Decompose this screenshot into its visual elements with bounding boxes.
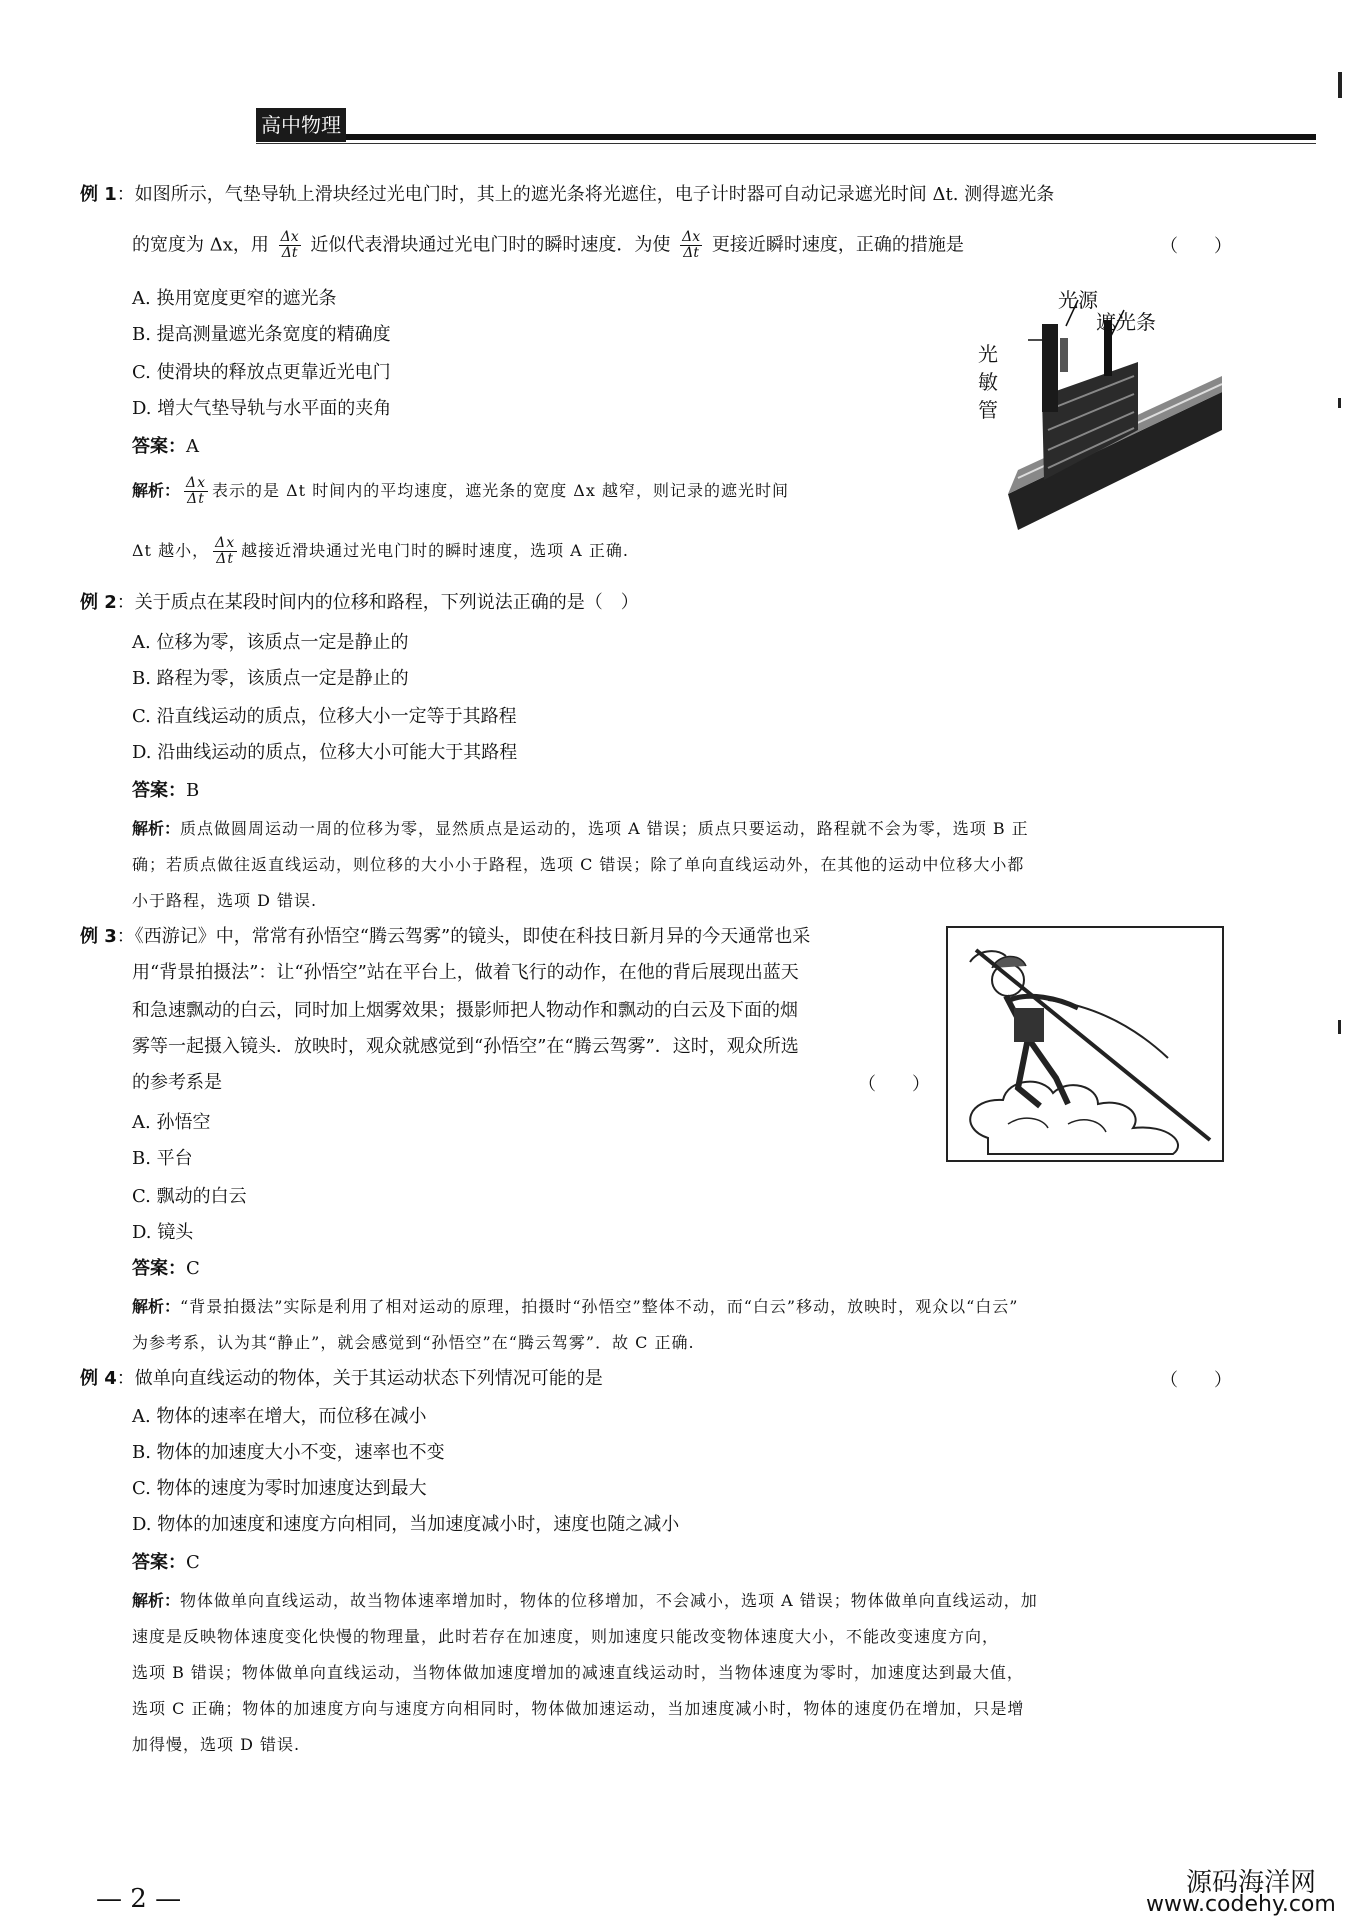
analysis-line (132, 536, 629, 567)
example-3-stem-line: 用“背景拍摄法”：让“孙悟空”站在平台上，做着飞行的动作，在他的背后展现出蓝天 (132, 962, 799, 983)
option-d: D. 物体的加速度和速度方向相同，当加速度减小时，速度也随之减小 (132, 1514, 680, 1535)
option-a: A. 换用宽度更窄的遮光条 (132, 288, 337, 309)
monkey-on-cloud-illustration (948, 928, 1222, 1160)
monkey-king-figure (946, 926, 1224, 1162)
header-rule-thin (256, 143, 1316, 144)
answer-value: A (186, 436, 199, 457)
margin-mark (1338, 398, 1341, 408)
option-c: C. 物体的速度为零时加速度达到最大 (132, 1478, 427, 1499)
fraction-numerator: Δx (682, 229, 701, 245)
example-1-stem-line1: 例 1：如图所示，气垫导轨上滑块经过光电门时，其上的遮光条将光遮住，电子计时器可自动记录遮光时间 Δt. 测得遮光条 (80, 184, 1055, 205)
option-c: C. 飘动的白云 (132, 1186, 247, 1207)
analysis-text: 表示的是 Δt 时间内的平均速度，遮光条的宽度 Δx 越窄，则记录的遮光时间 (212, 481, 789, 500)
margin-mark (1338, 1020, 1341, 1034)
stem-text: 如图所示，气垫导轨上滑块经过光电门时，其上的遮光条将光遮住，电子计时器可自动记录遮光时间 Δt. 测得遮光条 (134, 184, 1055, 205)
analysis-text: 物体做单向直线运动，故当物体速率增加时，物体的位移增加，不会减小，选项 A 错误；物体做单向直线运动，加 (180, 1591, 1038, 1610)
analysis-line: 小于路程，选项 D 错误. (132, 891, 318, 910)
section-title: 高中物理知识 (256, 108, 346, 142)
stem-text: 关于质点在某段时间内的位移和路程，下列说法正确的是（ ） (134, 592, 639, 613)
page-number: — 2 — (96, 1884, 182, 1914)
option-d: D. 沿曲线运动的质点，位移大小可能大于其路程 (132, 742, 518, 763)
answer-paren: （ ） (1160, 236, 1232, 257)
answer-value: C (186, 1552, 200, 1573)
analysis-text: “背景拍摄法”实际是利用了相对运动的原理，拍摄时“孙悟空”整体不动，而“白云”移动，放映时，观众以“白云” (180, 1297, 1019, 1316)
example-3-stem-line: 雾等一起摄入镜头．放映时，观众就感觉到“孙悟空”在“腾云驾雾”．这时，观众所选 (132, 1036, 799, 1057)
analysis-line (132, 816, 1029, 839)
example-label: 例 2 (80, 592, 117, 613)
analysis-line (132, 1294, 1018, 1317)
analysis-label: 解析： (132, 1297, 181, 1316)
label-light-source: 光源 (1058, 288, 1098, 312)
stem-text: 做单向直线运动的物体，关于其运动状态下列情况可能的是 (134, 1368, 603, 1389)
analysis-line (132, 1588, 1038, 1611)
analysis-text: Δt 越小， (132, 541, 210, 560)
photogate-figure (978, 280, 1222, 530)
analysis-line (132, 476, 789, 507)
option-b: B. 平台 (132, 1148, 193, 1169)
fraction-denominator: Δt (281, 245, 298, 261)
example-label: 例 1 (80, 184, 117, 205)
stem-text: 近似代表滑块通过光电门时的瞬时速度．为使 (310, 234, 671, 256)
option-b: B. 路程为零，该质点一定是静止的 (132, 668, 409, 689)
watermark-url: www.codehy.com (1146, 1892, 1336, 1917)
analysis-label: 解析： (132, 1591, 181, 1610)
answer-label: 答案： (132, 436, 186, 457)
label-shading-strip: 遮光条 (1096, 310, 1156, 334)
option-b: B. 提高测量遮光条宽度的精确度 (132, 324, 391, 345)
example-3-stem-line: 的参考系是 (132, 1072, 222, 1093)
answer-label: 答案： (132, 1552, 186, 1573)
option-c: C. 沿直线运动的质点，位移大小一定等于其路程 (132, 706, 517, 727)
option-b: B. 物体的加速度大小不变，速率也不变 (132, 1442, 445, 1463)
example-1-stem-line2 (132, 230, 964, 261)
example-4-stem: 例 4：做单向直线运动的物体，关于其运动状态下列情况可能的是 (80, 1368, 603, 1389)
option-a: A. 孙悟空 (132, 1112, 211, 1133)
margin-mark (1338, 72, 1342, 98)
option-d: D. 增大气垫导轨与水平面的夹角 (132, 398, 392, 419)
fraction-denominator: Δt (683, 245, 699, 261)
answer-label: 答案： (132, 1258, 186, 1279)
fraction (184, 476, 208, 507)
example-3-stem-line: 和急速飘动的白云，同时加上烟雾效果；摄影师把人物动作和飘动的白云及下面的烟 (132, 1000, 798, 1021)
fraction (680, 230, 702, 261)
example-2-stem: 例 2：关于质点在某段时间内的位移和路程，下列说法正确的是（ ） (80, 592, 639, 613)
stem-text: 《西游记》中，常常有孙悟空“腾云驾雾”的镜头，即使在科技日新月异的今天通常也采 (134, 926, 811, 947)
example-label: 例 3 (80, 926, 117, 947)
stem-text: 更接近瞬时速度，正确的措施是 (711, 234, 964, 256)
analysis-label: 解析： (132, 819, 181, 838)
analysis-text: 质点做圆周运动一周的位移为零，显然质点是运动的，选项 A 错误；质点只要运动，路程就不会为零，选项 B 正 (180, 819, 1029, 838)
fraction-denominator: Δt (187, 491, 205, 507)
watermark-site-name: 源码海洋网 (1186, 1868, 1317, 1898)
answer-line (132, 1254, 200, 1280)
answer-paren: （ ） (858, 1074, 930, 1095)
option-a: A. 位移为零，该质点一定是静止的 (132, 632, 409, 653)
analysis-line: 速度是反映物体速度变化快慢的物理量，此时若存在加速度，则加速度只能改变物体速度大小，不能改变速度方向， (132, 1627, 1000, 1646)
analysis-line: 为参考系，认为其“静止”，就会感觉到“孙悟空”在“腾云驾雾”．故 C 正确. (132, 1333, 695, 1352)
fraction-numerator: Δx (186, 475, 207, 491)
answer-line (132, 1548, 200, 1574)
stem-text: 的宽度为 Δx，用 (132, 234, 269, 256)
label-photosensitive-tube: 光敏管 (978, 342, 998, 422)
fraction (279, 230, 301, 261)
analysis-text: 越接近滑块通过光电门时的瞬时速度，选项 A 正确. (241, 541, 629, 560)
answer-paren: （ ） (1160, 1370, 1232, 1391)
header-rule (346, 134, 1316, 140)
analysis-line: 确；若质点做往返直线运动，则位移的大小小于路程，选项 C 错误；除了单向直线运动外，在其他的运动中位移大小都 (132, 855, 1025, 874)
analysis-line: 加得慢，选项 D 错误. (132, 1735, 301, 1754)
analysis-line: 选项 B 错误；物体做单向直线运动，当物体做加速度增加的减速直线运动时，当物体速度为零时，加速度达到最大值， (132, 1663, 1024, 1682)
analysis-line: 选项 C 正确；物体的加速度方向与速度方向相同时，物体做加速运动，当加速度减小时，物体的速度仍在增加，只是增 (132, 1699, 1025, 1718)
fraction-numerator: Δx (215, 535, 236, 551)
option-d: D. 镜头 (132, 1222, 194, 1243)
answer-value: B (186, 780, 200, 801)
example-label: 例 4 (80, 1368, 117, 1389)
fraction-numerator: Δx (280, 229, 299, 245)
example-3-stem-line1: 例 3：《西游记》中，常常有孙悟空“腾云驾雾”的镜头，即使在科技日新月异的今天通常也采 (80, 926, 811, 947)
answer-line (132, 432, 199, 458)
option-c: C. 使滑块的释放点更靠近光电门 (132, 362, 391, 383)
answer-line (132, 776, 199, 802)
answer-label: 答案： (132, 780, 186, 801)
fraction-denominator: Δt (216, 551, 234, 567)
analysis-label: 解析： (132, 481, 181, 500)
answer-value: C (186, 1258, 200, 1279)
option-a: A. 物体的速率在增大，而位移在减小 (132, 1406, 427, 1427)
fraction (213, 536, 237, 567)
